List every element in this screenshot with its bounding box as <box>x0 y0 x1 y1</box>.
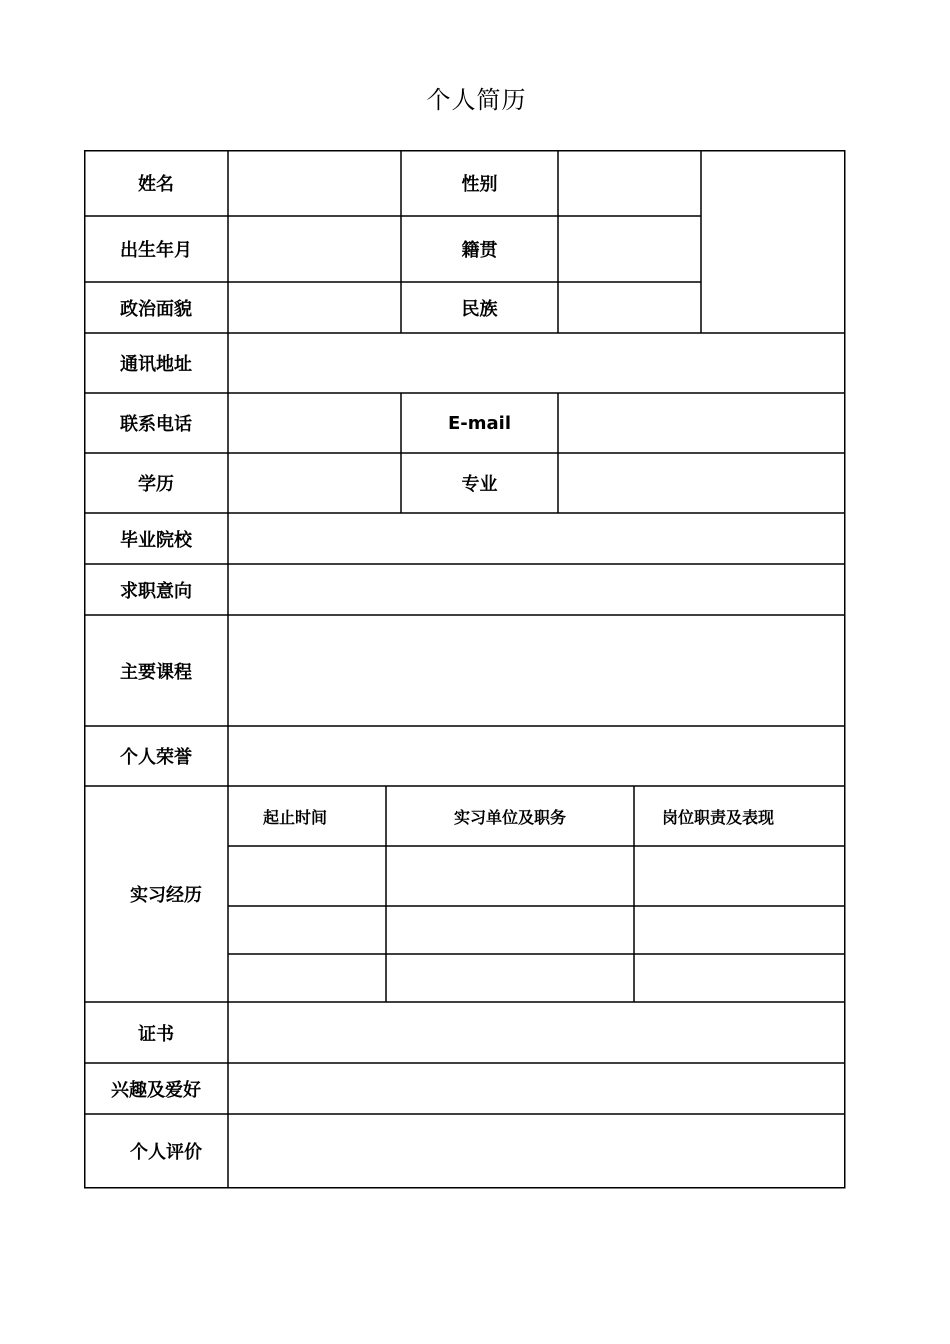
label-phone: 联系电话 <box>120 414 192 435</box>
label-certificates: 证书 <box>138 1023 174 1045</box>
certificates-field[interactable] <box>228 1002 845 1063</box>
internship-row-3-period[interactable] <box>228 954 386 1002</box>
ethnicity-field[interactable] <box>558 282 701 333</box>
honors-field[interactable] <box>228 726 845 786</box>
school-field[interactable] <box>228 513 845 564</box>
label-hobbies: 兴趣及爱好 <box>111 1079 201 1101</box>
label-self-evaluation: 个人评价 <box>130 1142 202 1163</box>
photo-area[interactable] <box>701 150 845 333</box>
job-intent-field[interactable] <box>228 564 845 615</box>
page-title: 个人简历 <box>426 86 527 114</box>
label-email: E-mail <box>447 412 511 434</box>
internship-header-company: 实习单位及职务 <box>453 807 566 827</box>
phone-field[interactable] <box>228 393 401 453</box>
birth-field[interactable] <box>228 216 401 282</box>
address-field[interactable] <box>228 333 845 393</box>
label-internship: 实习经历 <box>130 885 202 906</box>
hobbies-field[interactable] <box>228 1063 845 1114</box>
internship-row-1-company[interactable] <box>386 846 634 906</box>
label-education: 学历 <box>138 474 174 495</box>
self-evaluation-field[interactable] <box>228 1114 845 1188</box>
political-status-field[interactable] <box>228 282 401 333</box>
label-honors: 个人荣誉 <box>120 747 192 768</box>
internship-header-period: 起止时间 <box>262 807 327 827</box>
native-place-field[interactable] <box>558 216 701 282</box>
internship-header-duties: 岗位职责及表现 <box>661 807 774 827</box>
resume-form <box>84 150 846 1189</box>
label-major: 专业 <box>461 474 498 495</box>
internship-row-1-duties[interactable] <box>634 846 845 906</box>
label-political-status: 政治面貌 <box>120 298 192 320</box>
label-birth: 出生年月 <box>120 240 192 261</box>
education-field[interactable] <box>228 453 401 513</box>
email-field[interactable] <box>558 393 845 453</box>
internship-row-2-duties[interactable] <box>634 906 845 954</box>
label-school: 毕业院校 <box>120 529 192 551</box>
internship-row-3-company[interactable] <box>386 954 634 1002</box>
internship-row-1-period[interactable] <box>228 846 386 906</box>
name-field[interactable] <box>228 150 401 216</box>
label-ethnicity: 民族 <box>461 298 498 320</box>
label-native-place: 籍贯 <box>461 240 498 261</box>
label-job-intent: 求职意向 <box>120 580 192 602</box>
label-courses: 主要课程 <box>120 661 192 683</box>
label-gender: 性别 <box>461 174 498 195</box>
label-address: 通讯地址 <box>120 354 192 375</box>
internship-row-2-company[interactable] <box>386 906 634 954</box>
internship-row-3-duties[interactable] <box>634 954 845 1002</box>
internship-row-2-period[interactable] <box>228 906 386 954</box>
gender-field[interactable] <box>558 150 701 216</box>
label-name: 姓名 <box>138 174 174 195</box>
major-field[interactable] <box>558 453 845 513</box>
courses-field[interactable] <box>228 615 845 726</box>
